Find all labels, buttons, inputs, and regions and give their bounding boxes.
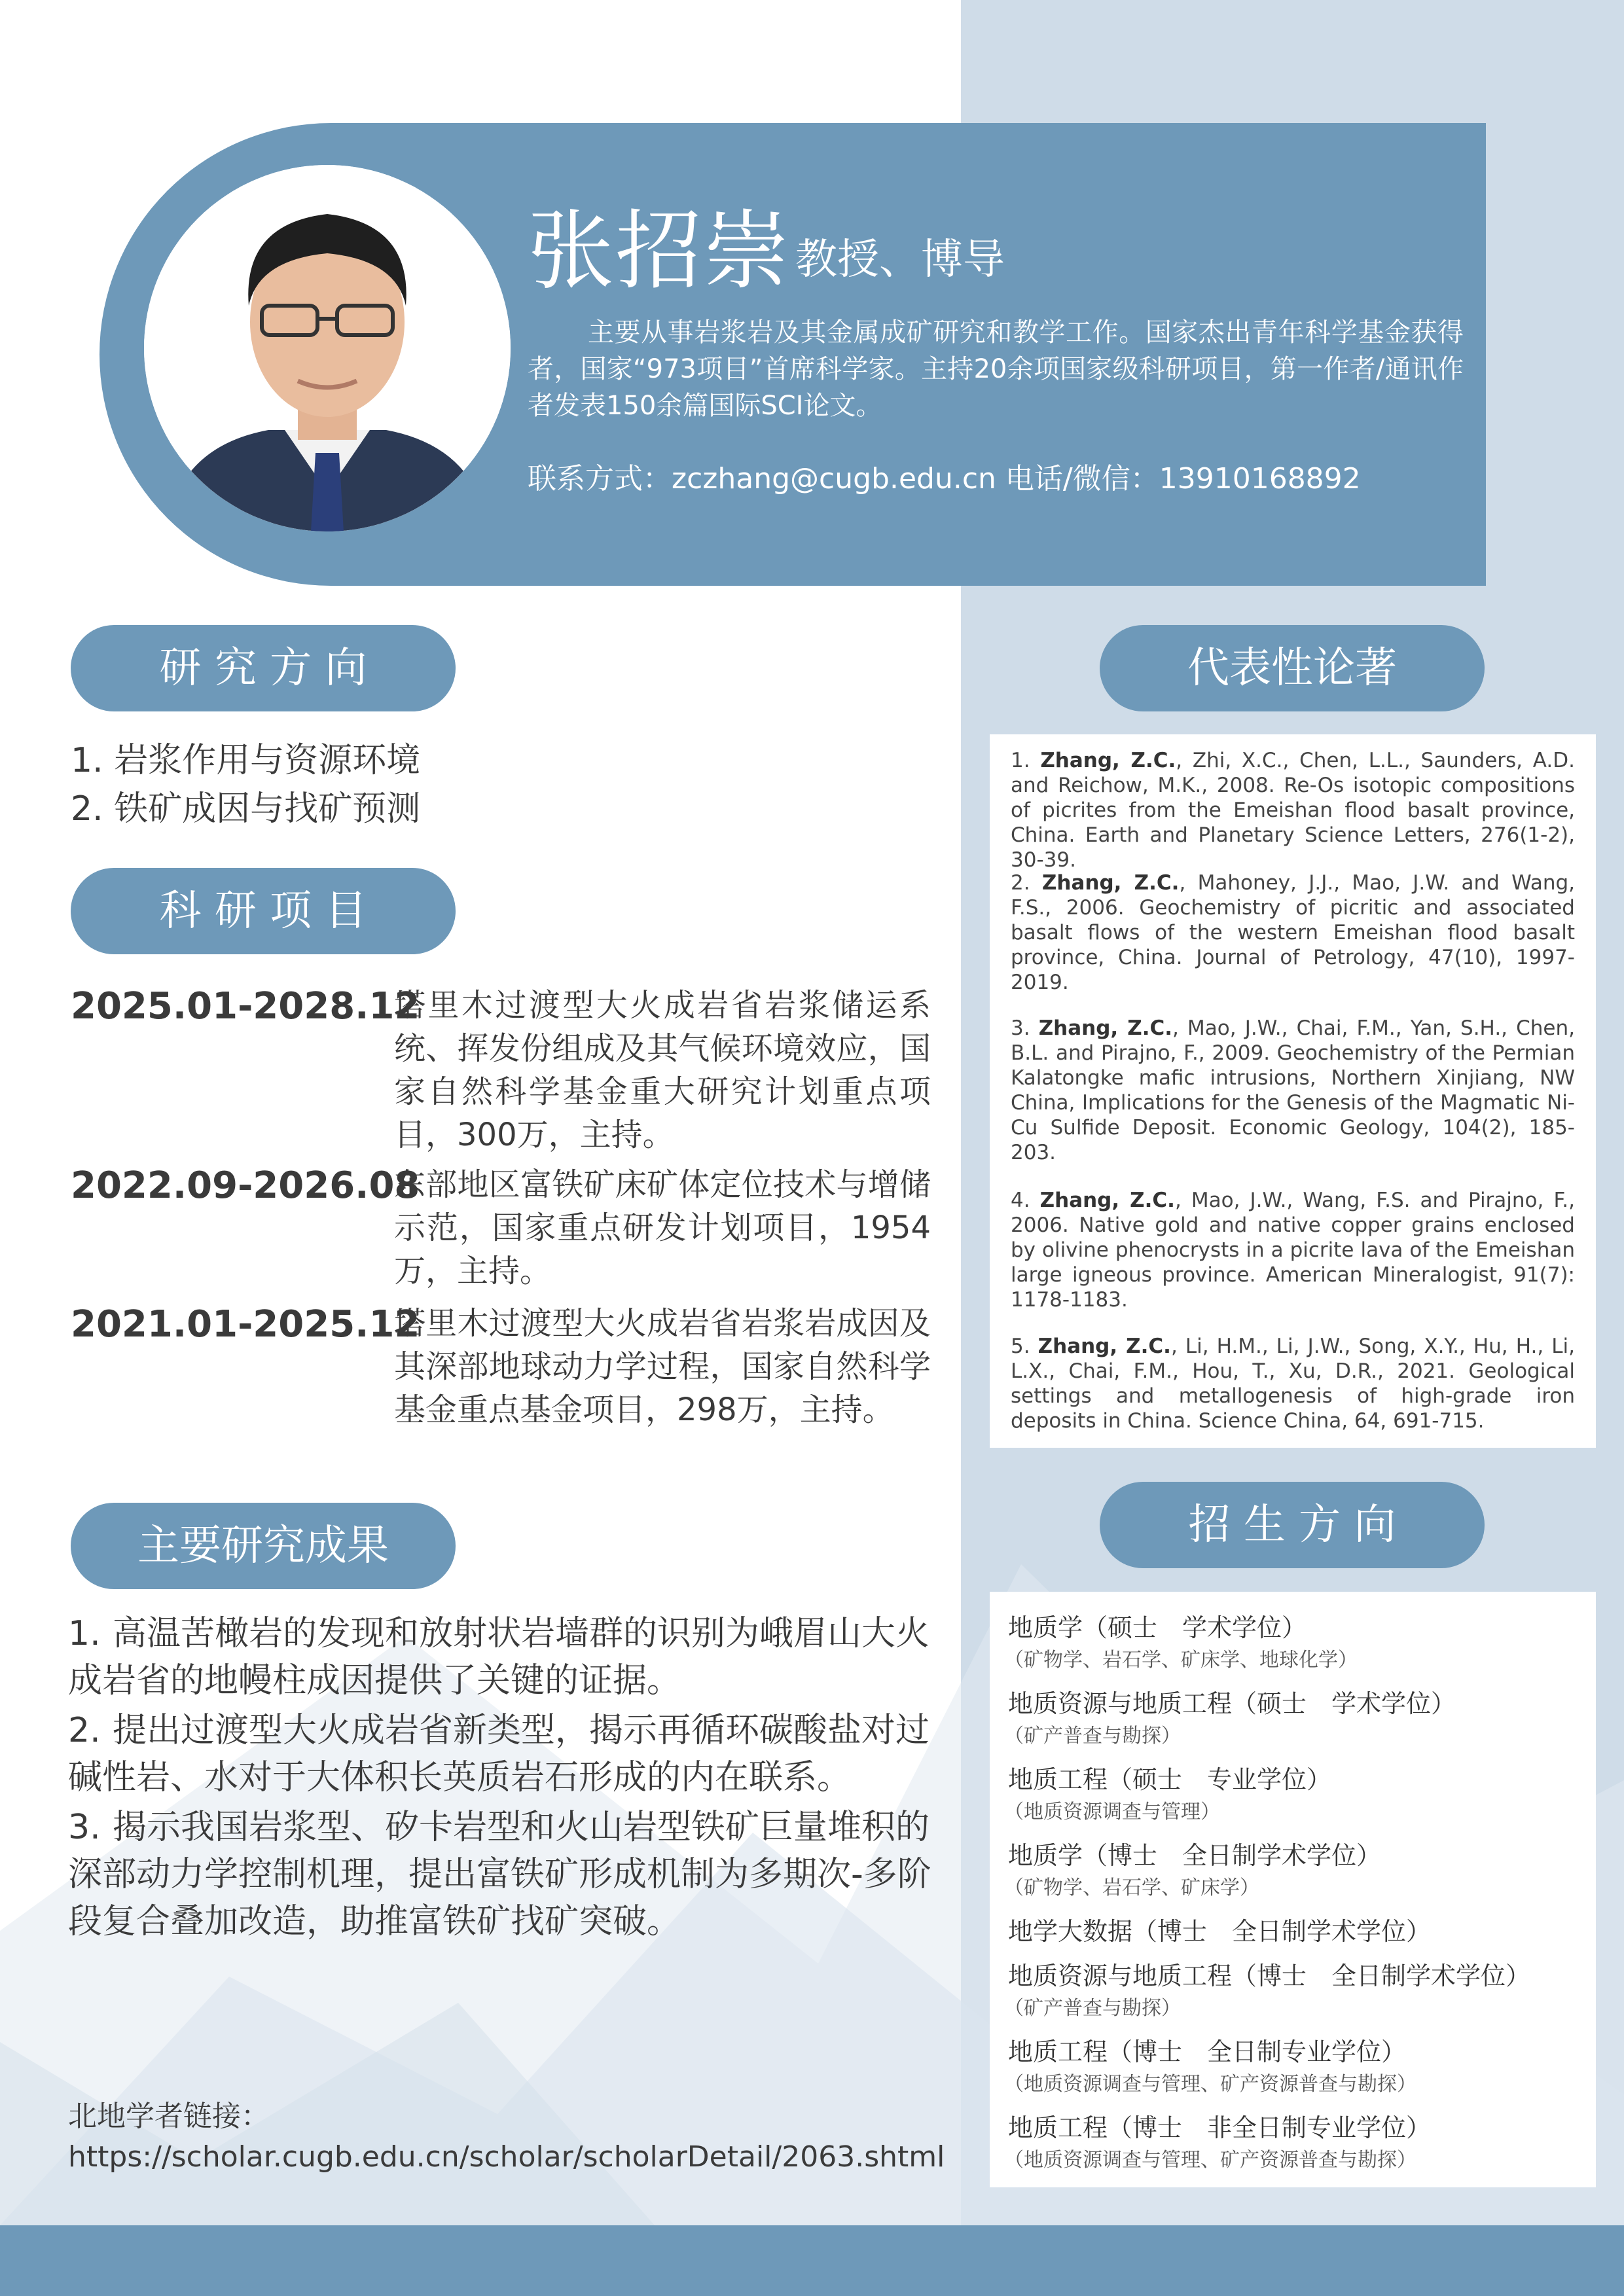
profile-bio: 主要从事岩浆岩及其金属成矿研究和教学工作。国家杰出青年科学基金获得者，国家“973项目”首席科学家。主持20余项国家级科研项目，第一作者/通讯作者发表150余篇国际SCI论文。: [528, 317, 1464, 421]
publication-number: 1.: [1011, 749, 1030, 772]
publication-item: [1011, 1188, 1575, 1312]
publication-author: Zhang, Z.C.: [1039, 1189, 1175, 1212]
enrollment-program: 地质工程（博士 全日制专业学位）: [1008, 2037, 1407, 2066]
publication-number: 5.: [1011, 1335, 1030, 1358]
publication-author: Zhang, Z.C.: [1041, 871, 1180, 895]
achievement-number: 3.: [68, 1808, 101, 1847]
enrollment-program: 地质资源与地质工程（硕士 学术学位）: [1008, 1689, 1456, 1718]
portrait-illustration: [144, 165, 511, 531]
achievement-number: 2.: [68, 1711, 101, 1750]
publication-citation: , Mahoney, J.J., Mao, J.W. and Wang, F.S., 2006. Geochemistry of picritic and associated basalt flows of the western Emeishan flood basalt province, China. Journal of Petrology, 47(10), 1997-2019.: [1011, 871, 1576, 994]
publication-author: Zhang, Z.C.: [1038, 1335, 1171, 1358]
enrollment-program: 地学大数据（博士 全日制学术学位）: [1008, 1917, 1432, 1946]
publication-citation: , Li, H.M., Li, J.W., Song, X.Y., Hu, H., Li, L.X., Chai, F.M., Hou, T., Xu, D.R., 2021. Geological settings and metallogenesis of high-grade iron deposits in China. Science China, 64, 691-715.: [1011, 1335, 1575, 1433]
footer-bar: [0, 2225, 1624, 2296]
enrollment-program-detail: （地质资源调查与管理、矿产资源普查与勘探）: [1004, 2073, 1416, 2096]
enrollment-program: 地质学（硕士 学术学位）: [1008, 1613, 1307, 1642]
profile-title: 教授、博导: [795, 236, 1005, 284]
enrollment-program-detail: （地质资源调查与管理、矿产资源普查与勘探）: [1004, 2149, 1416, 2172]
publication-citation: , Zhi, X.C., Chen, L.L., Saunders, A.D. and Reichow, M.K., 2008. Re-Os isotopic compositions of picrites from the Emeishan flood basalt province, China. Earth and Planetary Science Letters, 276(1-2), 30-39.: [1011, 749, 1575, 872]
project-date: 2021.01-2025.12: [71, 1303, 420, 1346]
publication-item: [1011, 1334, 1575, 1433]
enrollment-program: 地质资源与地质工程（博士 全日制学术学位）: [1008, 1962, 1531, 1990]
achievement-item: [68, 1707, 939, 1801]
profile-contact: 联系方式：zczhang@cugb.edu.cn 电话/微信：13910168892: [528, 462, 1361, 495]
enrollment-program: 地质学（博士 全日制学术学位）: [1008, 1841, 1382, 1870]
scholar-link-url[interactable]: https://scholar.cugb.edu.cn/scholar/scholarDetail/2063.shtml: [68, 2140, 945, 2174]
publication-item: [1011, 1016, 1575, 1165]
section-heading-projects: 科 研 项 目: [71, 868, 456, 954]
scholar-link-label: 北地学者链接：: [68, 2100, 270, 2133]
publication-citation: , Mao, J.W., Chai, F.M., Yan, S.H., Chen, B.L. and Pirajno, F., 2009. Geochemistry of the Permian Kalatongke mafic intrusions, Northern Xinjiang, NW China, Implications for the Genesis of the Magmatic Ni-Cu Sulfide Deposit. Economic Geology, 104(2), 185-203.: [1011, 1016, 1576, 1164]
project-description: 塔里木过渡型大火成岩省岩浆储运系统、挥发份组成及其气候环境效应，国家自然科学基金重大研究计划重点项目，300万，主持。: [394, 987, 931, 1153]
achievement-number: 1.: [68, 1614, 101, 1653]
enrollment-program: 地质工程（硕士 专业学位）: [1008, 1765, 1332, 1794]
project-description: 东部地区富铁矿床矿体定位技术与增储示范，国家重点研发计划项目，1954万，主持。: [394, 1166, 931, 1289]
publication-number: 3.: [1011, 1016, 1030, 1040]
achievement-text: 高温苦橄岩的发现和放射状岩墙群的识别为峨眉山大火成岩省的地幔柱成因提供了关键的证据。: [68, 1614, 930, 1700]
enrollment-program-detail: （矿产普查与勘探）: [1004, 1725, 1181, 1748]
section-heading-enrollment: 招 生 方 向: [1100, 1482, 1485, 1568]
section-heading-research-directions: 研 究 方 向: [71, 625, 456, 711]
enrollment-program: 地质工程（博士 非全日制专业学位）: [1008, 2113, 1432, 2142]
publication-item: [1011, 870, 1575, 995]
publication-author: Zhang, Z.C.: [1038, 1016, 1173, 1040]
publication-number: 2.: [1011, 871, 1030, 895]
research-direction-item: 1. 岩浆作用与资源环境: [71, 741, 421, 780]
enrollment-program-detail: （矿物学、岩石学、矿床学、地球化学）: [1004, 1649, 1358, 1672]
project-description: 塔里木过渡型大火成岩省岩浆岩成因及其深部地球动力学过程，国家自然科学基金重点基金项目，298万，主持。: [394, 1305, 931, 1428]
project-date: 2022.09-2026.08: [71, 1164, 420, 1207]
research-direction-item: 2. 铁矿成因与找矿预测: [71, 789, 421, 829]
publication-item: [1011, 748, 1575, 872]
profile-name: 张招崇: [528, 201, 791, 302]
enrollment-program-detail: （矿产普查与勘探）: [1004, 1997, 1181, 2020]
publication-citation: , Mao, J.W., Wang, F.S. and Pirajno, F., 2006. Native gold and native copper grains enclosed by olivine phenocrysts in a picrite lava of the Emeishan large igneous province. American Mineralogist, 91(7): 1178-1183.: [1011, 1189, 1576, 1312]
achievement-text: 揭示我国岩浆型、矽卡岩型和火山岩型铁矿巨量堆积的深部动力学控制机理，提出富铁矿形成机制为多期次-多阶段复合叠加改造，助推富铁矿找矿突破。: [68, 1808, 931, 1941]
section-heading-achievements: 主要研究成果: [71, 1503, 456, 1589]
publication-number: 4.: [1011, 1189, 1030, 1212]
section-heading-publications: 代表性论著: [1100, 625, 1485, 711]
enrollment-program-detail: （地质资源调查与管理）: [1004, 1801, 1220, 1823]
project-date: 2025.01-2028.12: [71, 985, 420, 1028]
publication-author: Zhang, Z.C.: [1040, 749, 1176, 772]
achievement-item: [68, 1610, 939, 1704]
enrollment-program-detail: （矿物学、岩石学、矿床学）: [1004, 1876, 1259, 1899]
achievement-text: 提出过渡型大火成岩省新类型，揭示再循环碳酸盐对过碱性岩、水对于大体积长英质岩石形成的内在联系。: [68, 1711, 930, 1797]
achievement-item: [68, 1804, 939, 1945]
profile-photo: [144, 165, 511, 531]
